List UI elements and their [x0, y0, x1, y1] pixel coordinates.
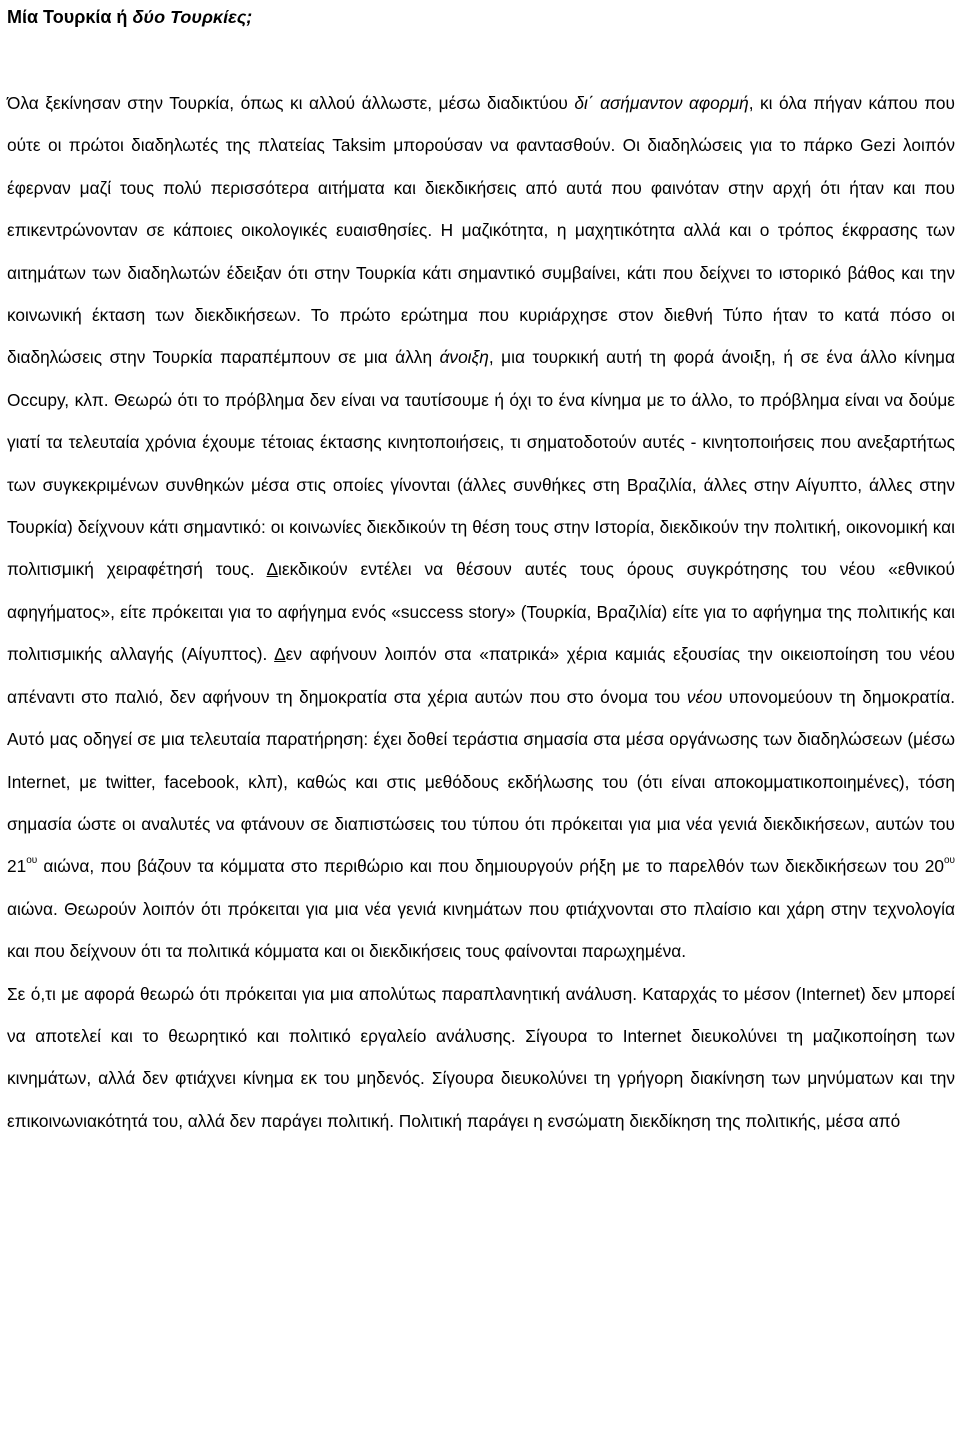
p1-text: υπονομεύουν τη δημοκρατία. Αυτό μας οδηγεί σε μια τελευταία παρατήρηση: έχει δοθεί τεράστια σημασία στα μέσα οργάνωσης των διαδηλώσεων (μέσω Internet, με twitter, facebook, κλπ), καθώς και στις μεθόδους εκδήλωσης του (ότι είναι αποκομματικοποιημένες), τόση σημασία ώστε οι αναλυτές να φτάνουν σε διαπιστώσεις του τύπου ότι πρόκειται για μια νέα γενιά διεκδικήσεων, αυτών του 21: [7, 686, 955, 877]
document-title: [7, 4, 252, 30]
p1-text: Όλα ξεκίνησαν στην Τουρκία, όπως κι αλλού άλλωστε, μέσω διαδικτύου: [7, 93, 575, 113]
p1-text: ιεκδικούν εντέλει να θέσουν αυτές τους όρους συγκρότησης του νέου «εθνικού αφηγήματος», είτε πρόκειται για το αφήγημα ενός «success story» (Τουρκία, Βραζιλία) είτε για το αφήγημα της πολιτικής και πολιτισμικής αλλαγής (Αίγυπτος).: [7, 559, 955, 665]
p1-underlined-letter: Δ: [274, 644, 286, 665]
p1-text: , κι όλα πήγαν κάπου που ούτε οι πρώτοι διαδηλωτές της πλατείας Taksim μπορούσαν να φαντασθούν. Οι διαδηλώσεις για το πάρκο Gezi λοιπόν έφερναν μαζί τους πολύ περισσότερα αιτήματα και διεκδικήσεις από αυτά που φαινόταν στην αρχή ότι ήταν και που επικεντρώνονταν σε κάποιες οικολογικές ευαισθησίες. Η μαζικότητα, η μαχητικότητα αλλά και ο τρόπος έκφρασης των αιτημάτων των διαδηλωτών έδειξαν ότι στην Τουρκία κάτι σημαντικό συμβαίνει, κάτι που δείχνει το ιστορικό βάθος και την κοινωνική έκταση των διεκδικήσεων. Το πρώτο ερώτημα που κυριάρχησε στον διεθνή Τύπο ήταν το κατά πόσο οι διαδηλώσεις στην Τουρκία παραπέμπουν σε μια άλλη: [7, 93, 955, 368]
p1-superscript: ου: [26, 855, 38, 867]
paragraph-2: Σε ό,τι με αφορά θεωρώ ότι πρόκειται για μια απολύτως παραπλανητική ανάλυση. Καταρχάς το μέσον (Internet) δεν μπορεί να αποτελεί και το θεωρητικό και πολιτικό εργαλείο ανάλυσης. Σίγουρα το Internet διευκολύνει τη μαζικοποίηση των κινημάτων, αλλά δεν φτιάχνει κίνημα εκ του μηδενός. Σίγουρα διευκολύνει τη γρήγορη διακίνηση των μηνύματων και την επικοινωνιακότητά του, αλλά δεν παράγει πολιτική. Πολιτική παράγει η ενσώματη διεκδίκηση της πολιτικής, μέσα από: [7, 983, 955, 1131]
paragraph-1: [7, 82, 955, 973]
p1-italic-phrase: δι΄ ασήμαντον αφορμή: [574, 93, 749, 113]
p1-underlined-letter: Δ: [266, 559, 279, 580]
p1-italic-word: νέου: [686, 686, 723, 707]
p1-text: αιώνα. Θεωρούν λοιπόν ότι πρόκειται για μια νέα γενιά κινημάτων που φτιάχνονται στο πλαίσιο και χάρη στην τεχνολογία και που δείχνουν ότι τα πολιτικά κόμματα και οι διεκδικήσεις τους φαίνονται παρωχημένα.: [7, 898, 955, 962]
p1-text: αιώνα, που βάζουν τα κόμματα στο περιθώριο και που δημιουργούν ρήξη με το παρελθόν των διεκδικήσεων του 20: [37, 856, 944, 877]
p1-superscript: ου: [943, 855, 955, 867]
p1-text: εν αφήνουν λοιπόν στα «πατρικά» χέρια καμιάς εξουσίας την οικειοποίηση του νέου απέναντι στο παλιό, δεν αφήνουν τη δημοκρατία στα χέρια αυτών που στο όνομα του: [7, 644, 955, 707]
title-italic: δύο Τουρκίες;: [132, 7, 253, 27]
p1-text: , μια τουρκική αυτή τη φορά άνοιξη, ή σε ένα άλλο κίνημα Occupy, κλπ. Θεωρώ ότι το πρόβλημα δεν είναι να ταυτίσουμε ή όχι το ένα κίνημα με το άλλο, το πρόβλημα είναι να δούμε γιατί τα τελευταία χρόνια έχουμε τέτοιας έκτασης κινητοποιήσεις, τι σηματοδοτούν αυτές - κινητοποιήσεις που ανεξαρτήτως των συγκεκριμένων συνθηκών μέσα στις οποίες γίνονται (άλλες συνθήκες στη Βραζιλία, άλλες στην Αίγυπτο, άλλες στην Τουρκία) δείχνουν κάτι σημαντικό: οι κοινωνίες διεκδικούν τη θέση τους στην Ιστορία, διεκδικούν την πολιτική, οικονομική και πολιτισμική χειραφέτησή τους.: [7, 347, 955, 580]
document-body: [7, 82, 955, 1142]
title-plain: Μία Τουρκία ή: [7, 7, 133, 27]
p1-italic-word: άνοιξη: [439, 347, 489, 368]
